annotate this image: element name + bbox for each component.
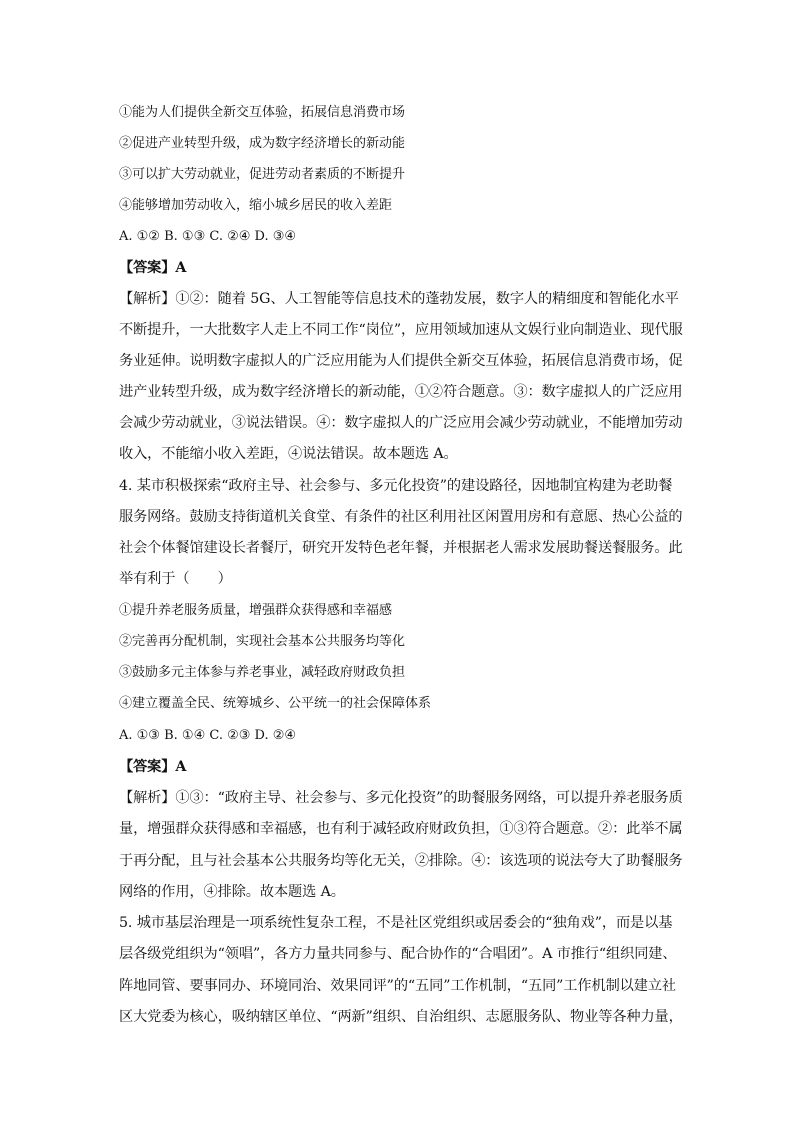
choices-line: A. ①② B. ①③ C. ②④ D. ③④ — [119, 229, 297, 244]
question-5-line: 阵地同管、要事同办、环境同治、效果同评”的“五同”工作机制，“五同”工作机制以建立社 — [119, 978, 677, 994]
option-2-line: ②促进产业转型升级，成为数字经济增长的新动能 — [119, 136, 406, 151]
option-3-line: ③鼓励多元主体参与养老事业，减轻政府财政负担 — [119, 665, 406, 680]
question-5-line: 区大党委为核心，吸纳辖区单位、“两新”组织、自治组织、志愿服务队、物业等各种力量， — [119, 1009, 683, 1025]
question-4-line: 4. 某市积极探索“政府主导、社会参与、多元化投资”的建设路径，因地制宜构建为老助餐 — [119, 478, 673, 494]
analysis-line: 务业延伸。说明数字虚拟人的广泛应用能为人们提供全新交互体验，拓展信息消费市场，促 — [119, 353, 683, 369]
analysis-line: 会减少劳动就业，③说法错误。④：数字虚拟人的广泛应用会减少劳动就业，不能增加劳动 — [119, 415, 683, 431]
option-2-line: ②完善再分配机制，实现社会基本公共服务均等化 — [119, 634, 406, 649]
analysis-line: 不断提升，一大批数字人走上不同工作“岗位”，应用领域加速从文娱行业向制造业、现代服 — [119, 322, 683, 338]
question-4-line: 服务网络。鼓励支持街道机关食堂、有条件的社区利用社区闲置用房和有意愿、热心公益的 — [119, 509, 683, 525]
analysis-line: 于再分配，且与社会基本公共服务均等化无关，②排除。④：该选项的说法夸大了助餐服务 — [119, 853, 683, 869]
option-4-line: ④能够增加劳动收入，缩小城乡居民的收入差距 — [119, 198, 393, 213]
analysis-line: 收入，不能缩小收入差距，④说法错误。故本题选 A。 — [119, 446, 458, 462]
option-1-line: ①提升养老服务质量，增强群众获得感和幸福感 — [119, 603, 393, 618]
analysis-line: 【解析】①③：“政府主导、社会参与、多元化投资”的助餐服务网络，可以提升养老服务质 — [119, 790, 683, 806]
analysis-line: 量，增强群众获得感和幸福感，也有利于减轻政府财政负担，①③符合题意。②：此举不属 — [119, 821, 683, 837]
answer-line: 【答案】A — [119, 260, 187, 276]
question-4-line: 举有利于（ ） — [119, 571, 232, 587]
analysis-line: 进产业转型升级，成为数字经济增长的新动能，①②符合题意。③：数字虚拟人的广泛应用 — [119, 384, 683, 400]
question-4-line: 社会个体餐馆建设长者餐厅，研究开发特色老年餐，并根据老人需求发展助餐送餐服务。此 — [119, 540, 683, 556]
analysis-line: 【解析】①②：随着 5G、人工智能等信息技术的蓬勃发展，数字人的精细度和智能化水平 — [119, 291, 679, 307]
question-5-line: 5. 城市基层治理是一项系统性复杂工程，不是社区党组织或居委会的“独角戏”，而是以基 — [119, 915, 673, 931]
question-5-line: 层各级党组织为“领唱”，各方力量共同参与、配合协作的“合唱团”。A 市推行“组织同建、 — [119, 946, 677, 962]
option-3-line: ③可以扩大劳动就业，促进劳动者素质的不断提升 — [119, 167, 406, 182]
option-4-line: ④建立覆盖全民、统筹城乡、公平统一的社会保障体系 — [119, 696, 432, 711]
analysis-line: 网络的作用，④排除。故本题选 A。 — [119, 884, 345, 900]
answer-line: 【答案】A — [119, 759, 187, 775]
choices-line: A. ①③ B. ①④ C. ②③ D. ②④ — [119, 728, 297, 743]
option-1-line: ①能为人们提供全新交互体验，拓展信息消费市场 — [119, 105, 406, 120]
